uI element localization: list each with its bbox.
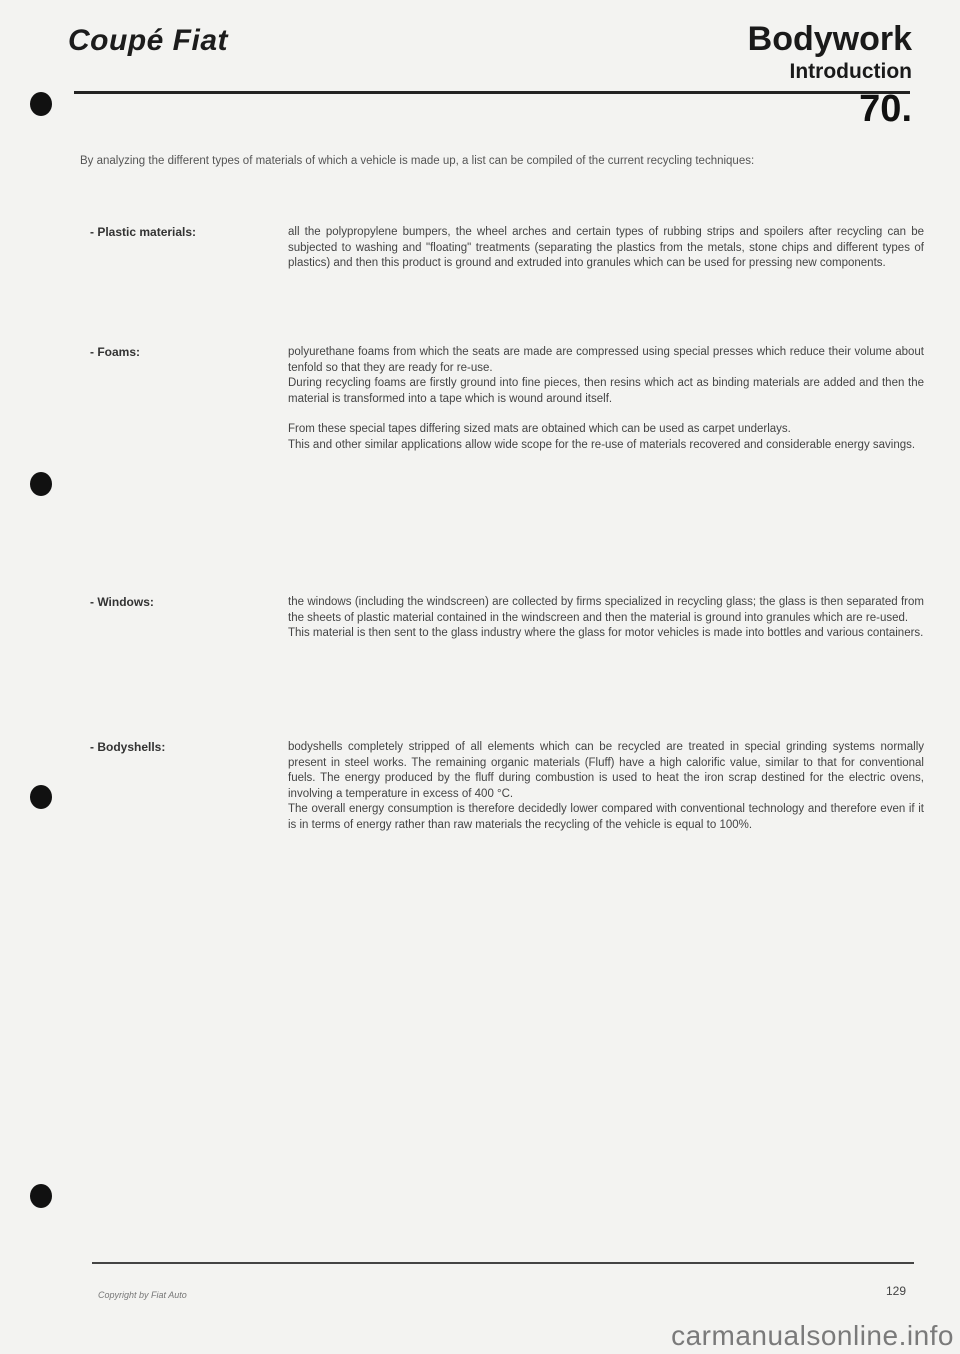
entry-paragraph: The overall energy consumption is therefore decidedly lower compared with conventional technology and therefore even if it is in terms of energy rather than raw materials the recycling of the vehicle is equal to 100%. [288, 803, 924, 831]
brand-title: Coupé Fiat [68, 24, 228, 57]
binder-hole [30, 1184, 52, 1208]
entry-paragraph: the windows (including the windscreen) are collected by firms specialized in recycling glass; the glass is then separated from the sheets of plastic material contained in the windscreen and then the material is ground into granules which are re-used. [288, 596, 924, 624]
entry-paragraph: During recycling foams are firstly ground into fine pieces, then resins which act as binding materials are added and then the material is transformed into a tape which is wound around itself. [288, 377, 924, 405]
header-rule [74, 91, 910, 94]
intro-paragraph: By analyzing the different types of materials of which a vehicle is made up, a list can be compiled of the current recycling techniques: [80, 155, 755, 167]
binder-hole [30, 472, 52, 496]
section-code: 70. [859, 88, 912, 130]
entry-label: - Bodyshells: [90, 740, 166, 754]
entry-paragraph: This material is then sent to the glass industry where the glass for motor vehicles is made into bottles and various containers. [288, 627, 924, 639]
entry-paragraph: all the polypropylene bumpers, the wheel arches and certain types of rubbing strips and spoilers after recycling can be subjected to washing and "floating" treatments (separating the plastics from the metals, stone chips and different types of plastics) and then this product is ground and extruded into granules which can be used for pressing new components. [288, 226, 924, 269]
entry-label: - Plastic materials: [90, 225, 197, 239]
entry-text [288, 740, 924, 833]
entry-paragraph: This and other similar applications allow wide scope for the re-use of materials recovered and considerable energy savings. [288, 438, 916, 451]
page-number: 129 [885, 1284, 906, 1298]
entry-label: - Windows: [90, 595, 154, 609]
watermark: carmanualsonline.info [671, 1320, 954, 1351]
section-title: Bodywork [747, 20, 912, 58]
entry-text [288, 595, 924, 642]
entry-paragraph: From these special tapes differing sized mats are obtained which can be used as carpet underlays. [288, 423, 791, 435]
entry-label: - Foams: [90, 345, 141, 359]
entry-paragraph: bodyshells completely stripped of all elements which can be recycled are treated in special grinding systems normally present in steel works. The remaining organic materials (Fluff) have a high calorific value, similar to that for conventional fuels. The energy produced by the fluff during combustion is used to heat the iron scrap destined for the electric ovens, involving a temperature in excess of 400 °C. [288, 741, 924, 800]
entry-text [288, 225, 924, 272]
entry-paragraph: polyurethane foams from which the seats are made are compressed using special presses which reduce their volume about tenfold so that they are ready for re-use. [288, 346, 924, 374]
entry-text [288, 345, 924, 453]
footer-rule [92, 1262, 914, 1264]
copyright: Copyright by Fiat Auto [98, 1290, 187, 1300]
binder-hole [30, 92, 52, 116]
binder-hole [30, 785, 52, 809]
subsection-title: Introduction [789, 60, 912, 83]
